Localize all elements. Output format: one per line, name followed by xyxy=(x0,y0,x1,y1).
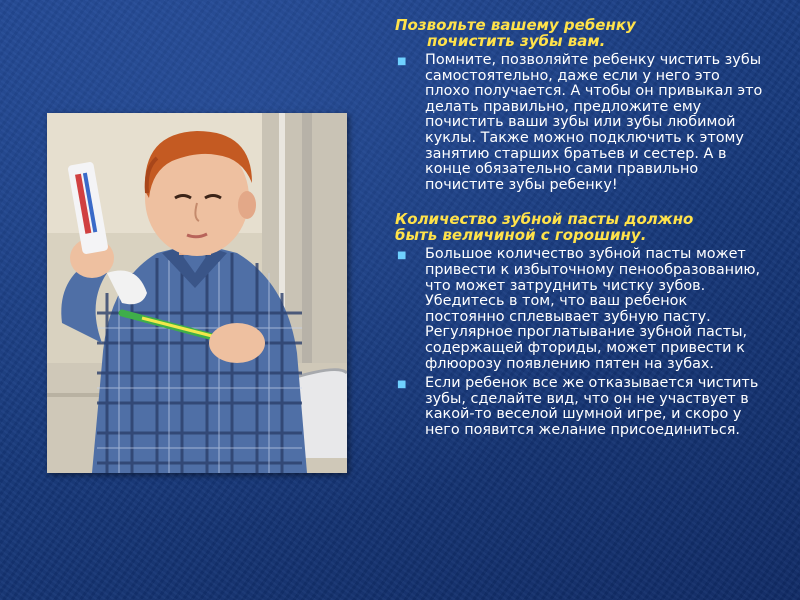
child-brushing-photo xyxy=(47,113,347,473)
bullet-text: Если ребенок все же отказывается чистить зубы, сделайте вид, что он не участвует в какой-то веселой шумной игре, и скоро у него появится желание присоединиться. xyxy=(425,375,759,438)
list-item xyxy=(395,376,765,438)
section2-heading-line1: Количество зубной пасты должно xyxy=(395,210,694,229)
section2-heading xyxy=(395,211,765,243)
section1-heading-line1: Позвольте вашему ребенку xyxy=(395,16,636,34)
square-bullet-icon: ■ xyxy=(397,250,407,262)
square-bullet-icon: ■ xyxy=(397,379,407,391)
text-column xyxy=(395,17,765,442)
bullet-text: Большое количество зубной пасты может привести к избыточному пенообразованию, что может затруднить чистку зубов. Убедитесь в том, что ваш ребенок постоянно сплевывает зубную пасту. Регулярное проглатывание зубной пасты, содержащей фториды, может привести к флюорозу появлению пятен на зубах. xyxy=(425,246,761,372)
square-bullet-icon: ■ xyxy=(397,56,407,67)
list-item xyxy=(395,247,765,372)
list-item xyxy=(395,53,765,193)
section1-heading-line2: почистить зубы вам. xyxy=(427,32,606,50)
section2-heading-line2: быть величиной с горошину. xyxy=(395,226,647,245)
section1-heading xyxy=(395,17,765,49)
bullet-text: Помните, позволяйте ребенку чистить зубы самостоятельно, даже если у него это плохо получается. А чтобы он привыкал это делать правильно, предложите ему почистить ваши зубы или зубы любимой куклы. Также можно подключить к этому занятию старших братьев и сестер. А в конце обязательно сами правильно почистите зубы ребенку! xyxy=(425,52,763,193)
